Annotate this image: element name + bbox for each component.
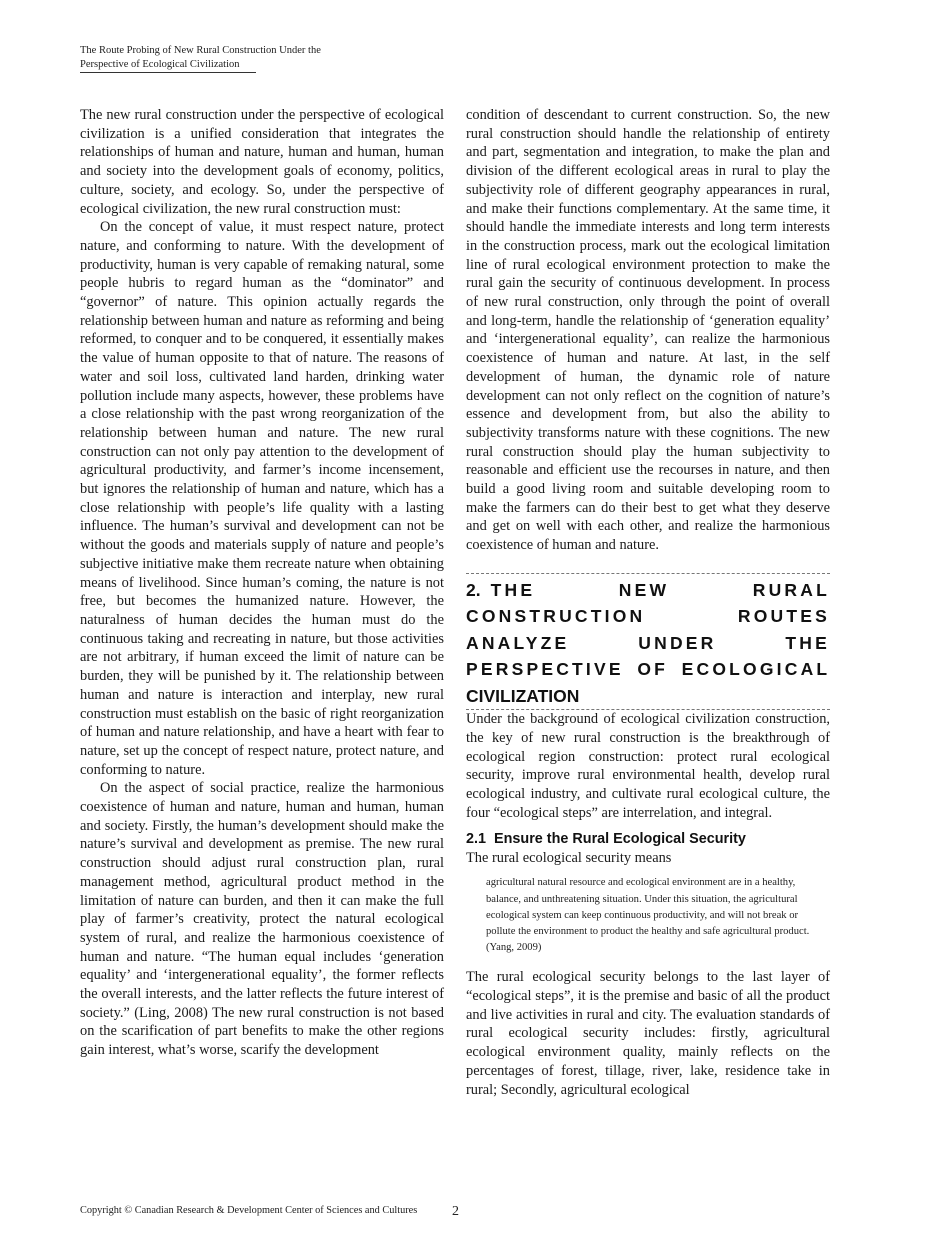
- subsection-heading: [466, 829, 830, 849]
- block-quote: agricultural natural resource and ecological environment are in a healthy, balance, and unthreatening situation. Under this situation, the agricultural ecological system can keep continuous productivity, and will not break or pollute the environment to product the healthy and safe agricultural product. (Yang, 2009): [486, 877, 810, 954]
- running-header-line2: Perspective of Ecological Civilization: [80, 58, 256, 73]
- section-title: THE NEW RURAL CONSTRUCTION ROUTES ANALYZE UNDER THE PERSPECTIVE OF ECOLOGICAL: [466, 579, 830, 680]
- subsection-number: 2.1: [466, 830, 487, 847]
- left-paragraph-3: On the aspect of social practice, realize the harmonious coexistence of human and nature, human and human, human and society. Firstly, the human’s development should make the nature’s survival and development as premise. The new rural construction should adjust rural construction plan, rural management method, agricultural product method in the limitation of nature can burden, and then it can make the full play of farmer’s creativity, protect the natural ecological system of rural, and realize the harmonious coexistence of human and nature. “The human equal includes ‘generation equality’ and ‘intergenerational equality’, the former reflects the overall interests, and the latter reflects the future interest of society.” (Ling, 2008) The new rural construction is not based on the scarification of part benefits to make the other regions gain interest, what’s worse, scarify the development: [80, 780, 444, 1059]
- footer-copyright: Copyright © Canadian Research & Development Center of Sciences and Cultures: [80, 1205, 418, 1216]
- right-paragraph-2: Under the background of ecological civilization construction, the key of new rural construction is the breakthrough of ecological region construction: protect rural ecological security, improve rural environmental health, develop rural ecological industry, and cultivate rural ecological culture, the four “ecological steps” are interrelation, and integral.: [466, 711, 830, 821]
- page-number: 2: [452, 1204, 459, 1219]
- left-column: [80, 106, 444, 1060]
- section-number: 2.: [466, 579, 481, 600]
- section-heading: [466, 577, 830, 710]
- left-paragraph-2: On the concept of value, it must respect nature, protect nature, and conforming to nature. With the development of productivity, human is very capable of remaking natural, some people hubris to regard human as the “dominator” and “governor” of nature. This opinion actually regards the relationship between human and nature as reforming and being reformed, to conquer and to be conquered, it essentially makes the value of human opposite to that of nature. The reasons of water and soil loss, cultivated land harden, drinking water pollution include many aspects, however, these problems have a close relationship with the past wrong reorganization of the relationship between human and nature. The new rural construction can not only pay attention to the development of agricultural productivity, and farmer’s income incensement, but ignores the relationship of human and nature, which has a close relationship with people’s life quality with a lasting influence. The human’s survival and development can not be without the goods and materials supply of nature and people’s subjective initiative make them recreate nature when obtaining means of livelihood. Since human’s coming, the nature is not free, but becomes the humanized nature. However, the naturalness of human decides the human must do the continuous taking and recreating in nature, but those activities are not arbitrary, if human exceed the limit of nature can be burden, they will be punished by it. The relationship between human and nature is interaction and interplay, new rural construction must establish on the basic of right reorganization of human and nature relationship, and have a heart with fear to nature, set up the concept of respect nature, protect nature, and conforming to nature.: [80, 219, 444, 778]
- subsection-title: Ensure the Rural Ecological Security: [494, 830, 746, 847]
- right-paragraph-4: The rural ecological security belongs to the last layer of “ecological steps”, it is the premise and basic of all the product and live activities in rural and city. The evaluation standards of rural ecological security includes: firstly, agricultural ecological environment quality, mainly reflects on the percentages of forest, tillage, river, lake, residence take in rural; Secondly, agricultural ecological: [466, 969, 830, 1098]
- left-paragraph-1: The new rural construction under the perspective of ecological civilization is a unified consideration that integrates the relationships of human and nature, human and human, human and society into the development goals of economy, politics, culture, society, and ecology. So, under the perspective of ecological civilization, the new rural construction must:: [80, 107, 444, 217]
- section-title-last: CIVILIZATION: [466, 685, 580, 706]
- section-heading-block: [466, 573, 830, 711]
- right-paragraph-1: condition of descendant to current construction. So, the new rural construction should handle the relationship of entirety and part, segmentation and integration, to make the plan and division of the different ecological areas in rural to play the subjectivity role of different geography appearances in rural, and make their functions complementary. At the same time, it should handle the immediate interests and long term interests in the construction process, mark out the ecological limitation line of rural ecological environment protection to make the rural gain the security of continuous development. In process of new rural construction, only through the point of overall and long-term, handle the relationship of ‘generation equality’ and ‘intergenerational equality’, can realize the harmonious coexistence of human and nature. At last, in the self development of human, the dynamic role of nature development can not only reflect on the cognition of nature’s essence and development from, but also the ability to subjectivity transforms nature with these cognitions. The new rural construction should play the human subjectivity to reasonable and efficient use the recourses in nature, and then build a good living room and suitable developing room to make the farmers can do their best to get what they deserve and get on well with each other, and realize the harmonious coexistence of human and nature.: [466, 107, 830, 554]
- running-header: [80, 44, 321, 73]
- right-paragraph-3: The rural ecological security means: [466, 849, 672, 866]
- right-column: [466, 106, 830, 1099]
- running-header-line1: The Route Probing of New Rural Construction Under the: [80, 45, 321, 56]
